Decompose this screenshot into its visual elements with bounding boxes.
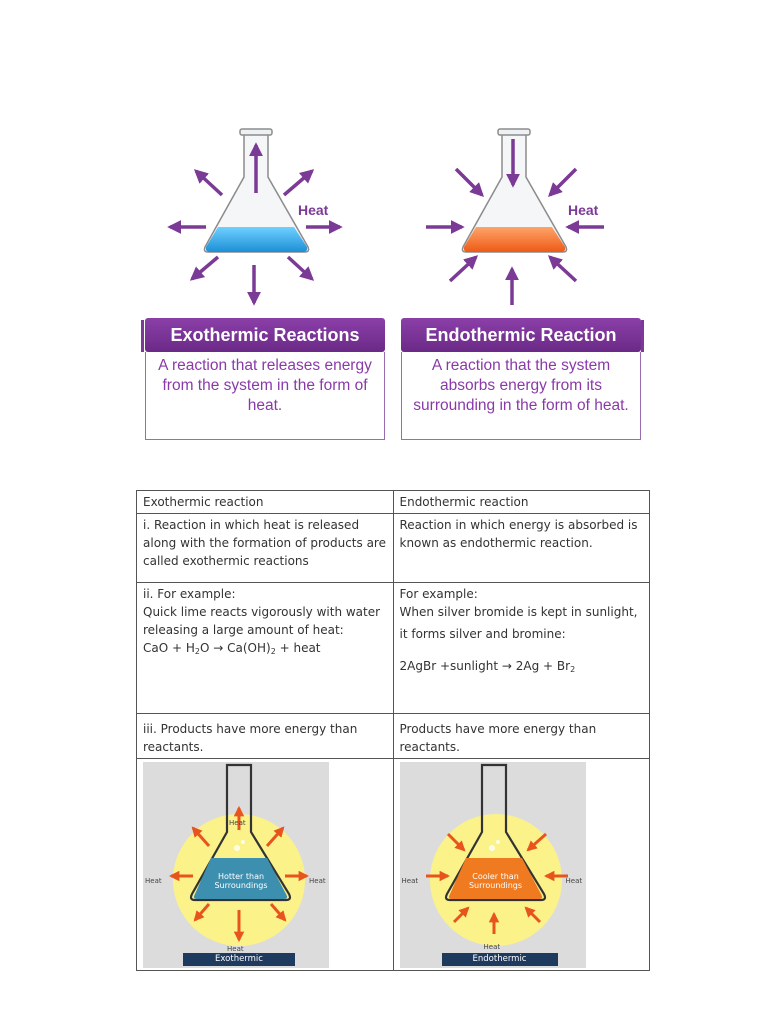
exothermic-flask-illustration — [143, 762, 329, 968]
row3-exo: iii. Products have more energy than reactants. — [137, 714, 394, 759]
inner-line: Hotter than — [217, 872, 265, 881]
endothermic-image-cell — [393, 759, 650, 971]
exo-liquid — [206, 227, 307, 252]
endo-illus-heat-right: Heat — [565, 877, 583, 885]
eq-part: 2AgBr +sunlight → 2Ag + Br — [399, 659, 571, 673]
exo-illus-heat-bottom: Heat — [227, 945, 244, 953]
endo-heat-label: Heat — [568, 202, 599, 218]
exo-illus-heat-top: Heat — [229, 819, 246, 827]
inner-line: Cooler than — [472, 872, 519, 881]
row1-endo: Reaction in which energy is absorbed is known as endothermic reaction. — [393, 514, 650, 583]
endo-liquid — [464, 227, 565, 252]
exo-heat-label: Heat — [298, 202, 329, 218]
endothermic-card-title: Endothermic Reaction — [401, 318, 641, 352]
row3-endo: Products have more energy than reactants. — [393, 714, 650, 759]
row2-endo-title: For example: — [399, 587, 478, 601]
row1-exo: i. Reaction in which heat is released along with the formation of products are called exothermic reactions — [137, 514, 394, 583]
exothermic-image-cell — [137, 759, 394, 971]
table-row — [137, 583, 650, 714]
endo-illus-heat-bottom: Heat — [483, 943, 501, 951]
eq-part: CaO + H — [143, 641, 195, 655]
exothermic-card-title: Exothermic Reactions — [145, 318, 385, 352]
row2-exo-equation — [143, 639, 387, 661]
exothermic-card-description: A reaction that releases energy from the system in the form of heat. — [145, 352, 385, 440]
row2-exo-title: ii. For example: — [143, 587, 236, 601]
comparison-table — [136, 490, 650, 971]
eq-subscript: 2 — [270, 647, 276, 656]
inner-line: Surroundings — [214, 881, 268, 890]
endothermic-caption: Endothermic — [442, 953, 558, 966]
inner-line: Surroundings — [468, 881, 523, 890]
table-row — [137, 514, 650, 583]
row2-exo — [137, 583, 394, 714]
table-header-row — [137, 491, 650, 514]
card-edge — [141, 320, 144, 352]
exothermic-illustration — [143, 762, 329, 968]
row2-endo — [393, 583, 650, 714]
eq-part: + heat — [275, 641, 321, 655]
exothermic-caption: Exothermic — [183, 953, 295, 966]
row2-exo-text: Quick lime reacts vigorously with water releasing a large amount of heat: — [143, 605, 381, 637]
endothermic-card-description: A reaction that the system absorbs energy from its surrounding in the form of heat. — [401, 352, 641, 440]
endothermic-illustration — [400, 762, 586, 968]
row2-endo-equation — [400, 657, 644, 679]
row2-endo-text: When silver bromide is kept in sunlight, it forms silver and bromine: — [399, 605, 638, 641]
eq-subscript: 2 — [570, 665, 576, 674]
endo-illus-heat-left: Heat — [401, 877, 419, 885]
card-edge — [641, 320, 644, 352]
header-endothermic: Endothermic reaction — [393, 491, 650, 514]
table-row — [137, 714, 650, 759]
eq-part: O → Ca(OH) — [199, 641, 271, 655]
exo-illus-inner-text — [201, 872, 281, 890]
header-exothermic: Exothermic reaction — [137, 491, 394, 514]
exo-illus-heat-right: Heat — [309, 877, 326, 885]
exo-illus-heat-left: Heat — [145, 877, 162, 885]
endo-illus-inner-text — [456, 872, 536, 890]
eq-subscript: 2 — [194, 647, 200, 656]
table-row — [137, 759, 650, 971]
